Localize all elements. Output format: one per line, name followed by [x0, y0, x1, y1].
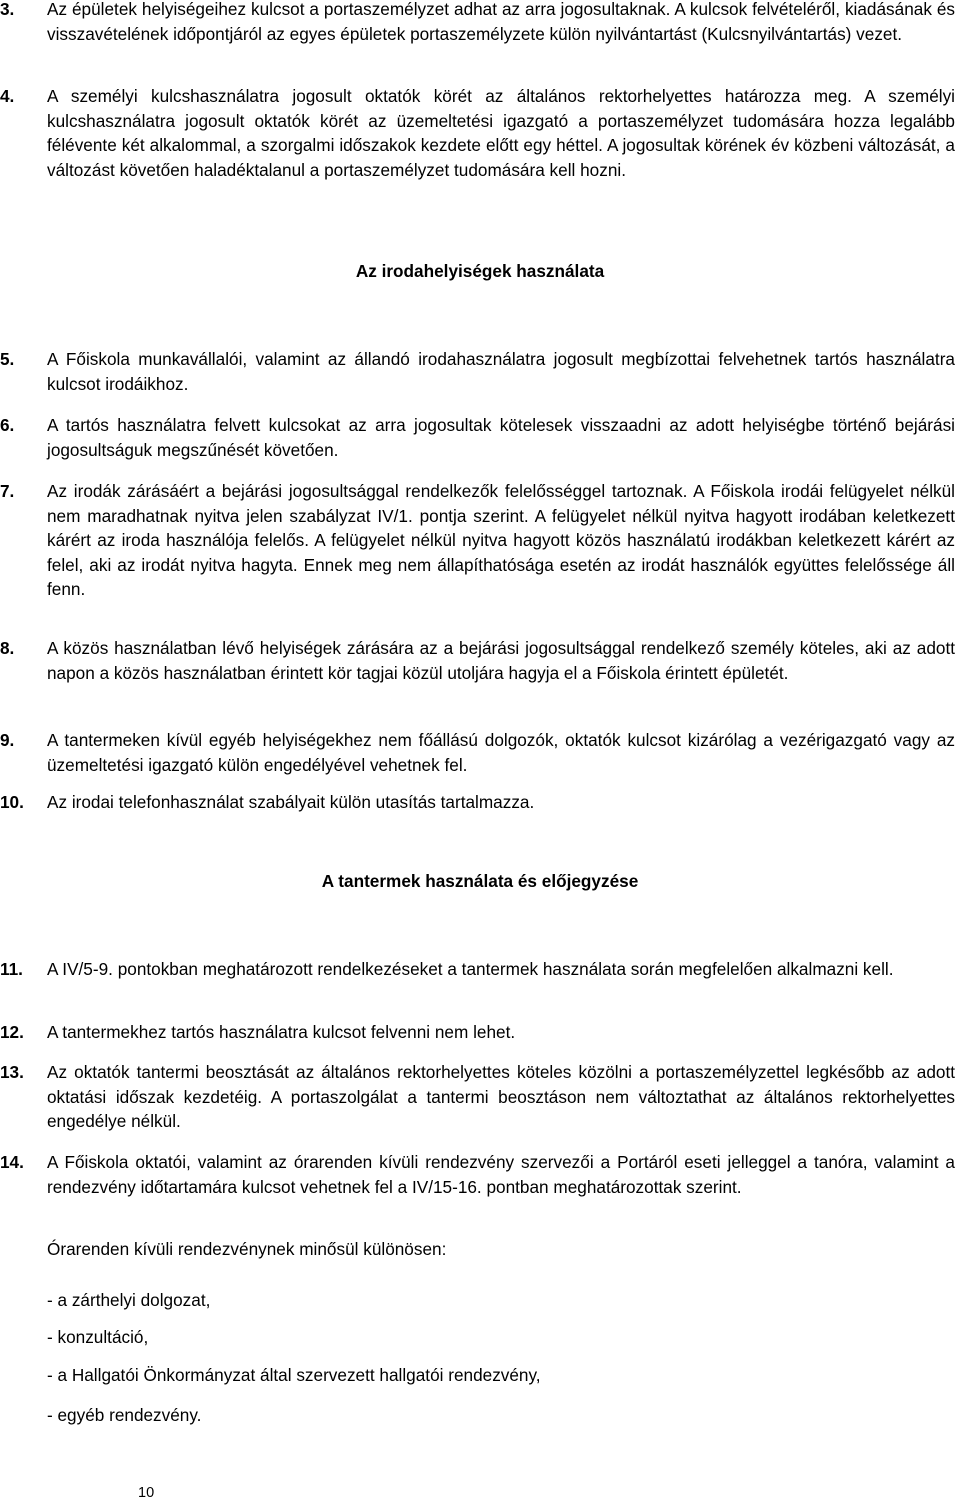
paragraph-6: [0, 413, 955, 462]
event-list-item: - konzultáció,: [47, 1327, 149, 1347]
paragraph-number: 11.: [0, 959, 23, 979]
paragraph-text: Az oktatók tantermi beosztását az általános rektorhelyettes köteles közölni a portaszemélyzettel legkésőbb az adott oktatási időszak kezdetéig. A portaszolgálat a tantermi beosztáson nem változtathat az általános rektorhelyettes engedélye nélkül.: [47, 1062, 955, 1132]
paragraph-text: A személyi kulcshasználatra jogosult oktatók körét az általános rektorhelyettes határozza meg. A személyi kulcshasználatra jogosult oktatók körét az üzemeltetési igazgató a portaszemélyzet tudomására hozza legalább félévente két alkalommal, a szorgalmi időszakok kezdete előtt egy héttel. A jogosultak körének év közbeni változását, a változást követően haladéktalanul a portaszemélyzet tudomására kell hozni.: [47, 86, 955, 180]
paragraph-text: A Főiskola munkavállalói, valamint az állandó irodahasználatra jogosult megbízottai felvehetnek tartós használatra kulcsot irodáikhoz.: [47, 349, 955, 394]
paragraph-5: [0, 347, 955, 396]
paragraph-7: [0, 479, 955, 602]
paragraph-number: 8.: [0, 638, 15, 658]
paragraph-text: A IV/5-9. pontokban meghatározott rendelkezéseket a tantermek használata során megfelelően alkalmazni kell.: [47, 959, 894, 979]
paragraph-number: 4.: [0, 86, 15, 106]
event-list-item: - a Hallgatói Önkormányzat által szervezett hallgatói rendezvény,: [47, 1365, 541, 1385]
paragraph-number: 6.: [0, 415, 15, 435]
section-heading-classrooms: A tantermek használata és előjegyzése: [321, 871, 639, 891]
paragraph-14: [0, 1150, 955, 1199]
event-list-item: - a zárthelyi dolgozat,: [47, 1290, 211, 1310]
section-heading-offices: Az irodahelyiségek használata: [355, 261, 605, 281]
paragraph-text: Az irodák zárásáért a bejárási jogosultsággal rendelkezők felelősséggel tartoznak. A Főiskola irodái felügyelet nélkül nem maradhatnak nyitva jelen szabályzat IV/1. pontja szerint. A felügyelet nélkül nyitva hagyott irodában keletkezett kárért az iroda használója felelős. A felügyelet nélkül nyitva hagyott közös használatú irodákban keletkezett kárért az felel, aki az irodát nyitva hagyta. Ennek meg nem állapíthatósága esetén az irodát használók együttes felelőssége áll fenn.: [47, 481, 955, 600]
paragraph-text: A tantermeken kívül egyéb helyiségekhez nem főállású dolgozók, oktatók kulcsot kizárólag a vezérigazgató vagy az üzemeltetési igazgató külön engedélyével vehetnek fel.: [47, 730, 955, 775]
paragraph-number: 3.: [0, 0, 15, 19]
paragraph-text: A tantermekhez tartós használatra kulcsot felvenni nem lehet.: [47, 1022, 516, 1042]
page-number: 10: [138, 1485, 155, 1501]
paragraph-9: [0, 728, 955, 777]
paragraph-10: [0, 790, 955, 815]
paragraph-number: 7.: [0, 481, 15, 501]
paragraph-text: Az épületek helyiségeihez kulcsot a portaszemélyzet adhat az arra jogosultaknak. A kulcsok felvételéről, kiadásának és visszavételének időpontjáról az egyes épületek portaszemélyzete külön nyilvántartást (Kulcsnyilvántartás) vezet.: [47, 0, 955, 44]
paragraph-3: [0, 0, 955, 46]
paragraph-13: [0, 1060, 955, 1134]
paragraph-4: [0, 84, 955, 182]
event-list-item: - egyéb rendezvény.: [47, 1405, 202, 1425]
paragraph-number: 9.: [0, 730, 15, 750]
paragraph-number: 10.: [0, 792, 24, 812]
event-intro: Órarenden kívüli rendezvénynek minősül különösen:: [47, 1239, 447, 1259]
paragraph-text: A Főiskola oktatói, valamint az órarenden kívüli rendezvény szervezői a Portáról eseti jelleggel a tanóra, valamint a rendezvény időtartamára kulcsot vehetnek fel a IV/15-16. pontban meghatározottak szerint.: [47, 1152, 955, 1197]
paragraph-text: A közös használatban lévő helyiségek zárására az a bejárási jogosultsággal rendelkező személy köteles, aki az adott napon a közös használatban érintett kör tagjai közül utoljára hagyja el a Főiskola érintett épületét.: [47, 638, 955, 683]
paragraph-12: [0, 1020, 955, 1045]
paragraph-11: [0, 957, 955, 982]
paragraph-8: [0, 636, 955, 685]
paragraph-number: 12.: [0, 1022, 24, 1042]
paragraph-number: 13.: [0, 1062, 24, 1082]
paragraph-number: 14.: [0, 1152, 24, 1172]
paragraph-text: Az irodai telefonhasználat szabályait külön utasítás tartalmazza.: [47, 792, 535, 812]
paragraph-number: 5.: [0, 349, 15, 369]
paragraph-text: A tartós használatra felvett kulcsokat az arra jogosultak kötelesek visszaadni az adott helyiségbe történő bejárási jogosultságuk megszűnését követően.: [47, 415, 955, 460]
